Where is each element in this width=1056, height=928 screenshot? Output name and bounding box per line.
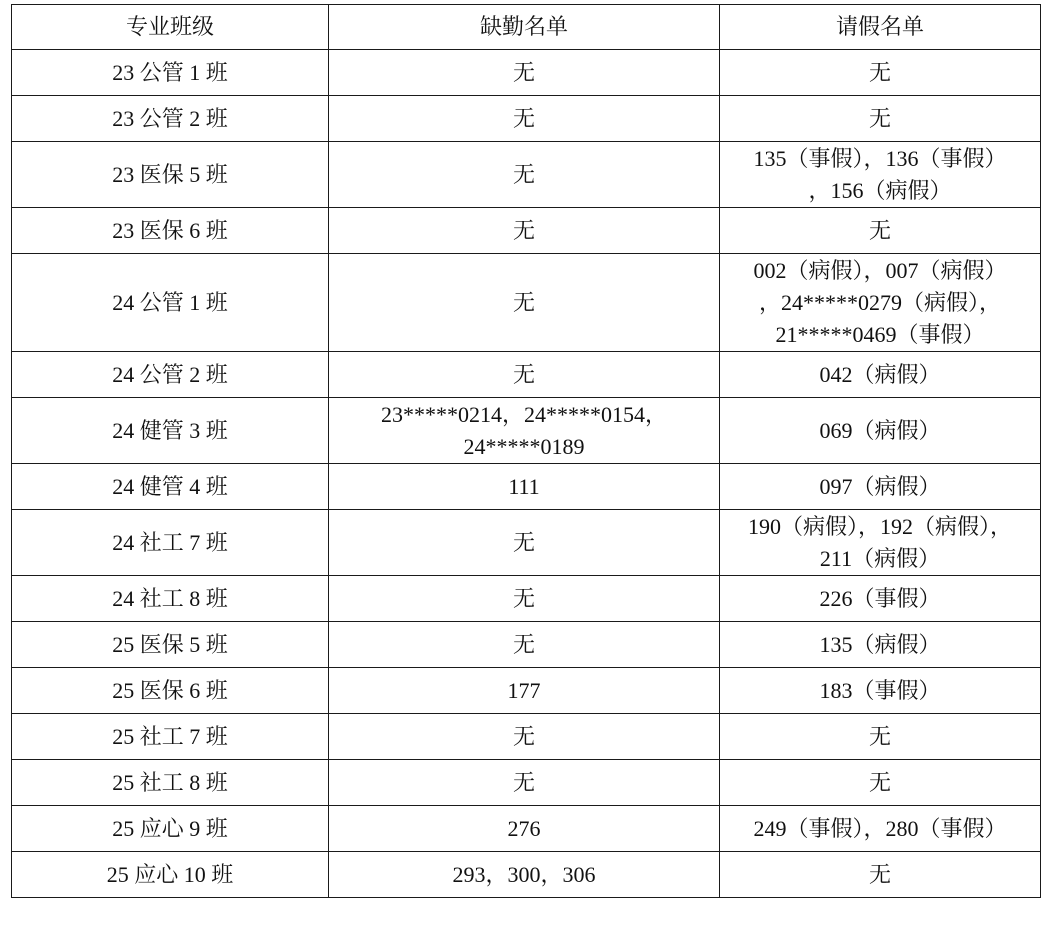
class-cell: 25 应心 9 班	[12, 806, 329, 852]
class-cell: 23 公管 1 班	[12, 50, 329, 96]
table-row	[12, 398, 1041, 464]
attendance-table	[11, 4, 1041, 898]
absent-cell: 无	[329, 142, 720, 208]
table-row	[12, 852, 1041, 898]
absent-cell: 无	[329, 352, 720, 398]
leave-cell: 226（事假）	[720, 576, 1041, 622]
class-cell: 24 公管 1 班	[12, 254, 329, 352]
table-row	[12, 576, 1041, 622]
class-cell: 24 社工 7 班	[12, 510, 329, 576]
leave-cell: 069（病假）	[720, 398, 1041, 464]
leave-cell: 042（病假）	[720, 352, 1041, 398]
absent-cell: 177	[329, 668, 720, 714]
table-body	[12, 50, 1041, 898]
table-row	[12, 806, 1041, 852]
class-cell: 24 公管 2 班	[12, 352, 329, 398]
absent-cell: 无	[329, 576, 720, 622]
header-class: 专业班级	[12, 5, 329, 50]
leave-cell: 097（病假）	[720, 464, 1041, 510]
table-row	[12, 510, 1041, 576]
header-row	[12, 5, 1041, 50]
leave-cell: 002（病假），007（病假） ，24*****0279（病假）， 21*****0469（事假）	[720, 254, 1041, 352]
class-cell: 25 医保 5 班	[12, 622, 329, 668]
absent-cell: 无	[329, 208, 720, 254]
leave-cell: 无	[720, 852, 1041, 898]
leave-cell: 无	[720, 760, 1041, 806]
table-header	[12, 5, 1041, 50]
table-row	[12, 668, 1041, 714]
absent-cell: 无	[329, 510, 720, 576]
table-row	[12, 714, 1041, 760]
class-cell: 25 社工 7 班	[12, 714, 329, 760]
class-cell: 24 健管 4 班	[12, 464, 329, 510]
leave-cell: 249（事假），280（事假）	[720, 806, 1041, 852]
absent-cell: 无	[329, 760, 720, 806]
absent-cell: 无	[329, 254, 720, 352]
absent-cell: 276	[329, 806, 720, 852]
table-row	[12, 254, 1041, 352]
leave-cell: 135（病假）	[720, 622, 1041, 668]
header-leave: 请假名单	[720, 5, 1041, 50]
leave-cell: 无	[720, 208, 1041, 254]
leave-cell: 135（事假），136（事假） ，156（病假）	[720, 142, 1041, 208]
table-row	[12, 464, 1041, 510]
absent-cell: 111	[329, 464, 720, 510]
table-row	[12, 622, 1041, 668]
class-cell: 23 公管 2 班	[12, 96, 329, 142]
absent-cell: 无	[329, 714, 720, 760]
table-row	[12, 142, 1041, 208]
leave-cell: 无	[720, 714, 1041, 760]
class-cell: 23 医保 6 班	[12, 208, 329, 254]
absent-cell: 293，300，306	[329, 852, 720, 898]
table-row	[12, 352, 1041, 398]
leave-cell: 190（病假），192（病假）， 211（病假）	[720, 510, 1041, 576]
class-cell: 23 医保 5 班	[12, 142, 329, 208]
absent-cell: 无	[329, 622, 720, 668]
leave-cell: 183（事假）	[720, 668, 1041, 714]
absent-cell: 无	[329, 96, 720, 142]
table-row	[12, 208, 1041, 254]
leave-cell: 无	[720, 96, 1041, 142]
class-cell: 24 社工 8 班	[12, 576, 329, 622]
class-cell: 25 社工 8 班	[12, 760, 329, 806]
table-row	[12, 760, 1041, 806]
class-cell: 25 应心 10 班	[12, 852, 329, 898]
table-row	[12, 50, 1041, 96]
absent-cell: 23*****0214，24*****0154， 24*****0189	[329, 398, 720, 464]
class-cell: 24 健管 3 班	[12, 398, 329, 464]
header-absent: 缺勤名单	[329, 5, 720, 50]
class-cell: 25 医保 6 班	[12, 668, 329, 714]
leave-cell: 无	[720, 50, 1041, 96]
absent-cell: 无	[329, 50, 720, 96]
table-row	[12, 96, 1041, 142]
